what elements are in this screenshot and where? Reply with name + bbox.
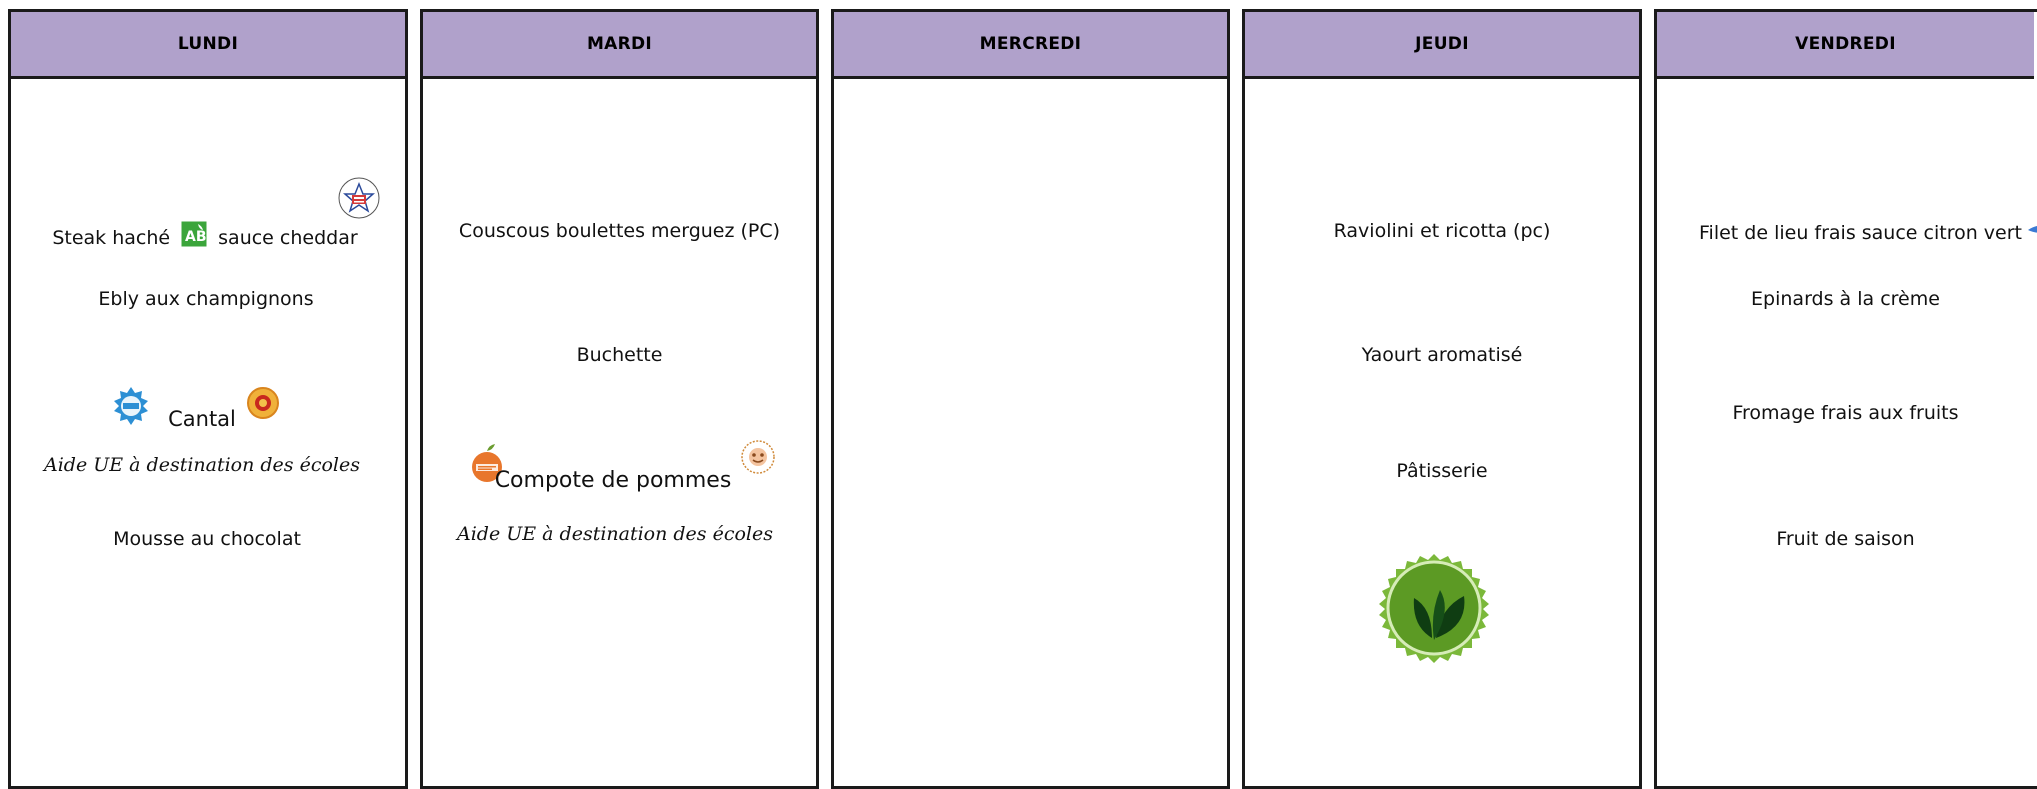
menu-item-main-part1: Steak haché (52, 227, 171, 249)
menu-item-main (5, 220, 405, 253)
day-header-mercredi: MERCREDI (834, 12, 1227, 79)
menu-item-cheese: Buchette (576, 344, 663, 366)
day-column-vendredi (1654, 9, 2037, 789)
day-column-mardi (420, 9, 819, 789)
day-header-mardi: MARDI (423, 12, 816, 79)
day-column-mercredi (831, 9, 1230, 789)
vegetarian-leaf-icon (1372, 552, 1496, 668)
menu-item-dessert: Fruit de saison (1776, 528, 1915, 550)
aop-icon (246, 386, 280, 424)
menu-item-dairy: Yaourt aromatisé (1361, 344, 1523, 366)
menu-item-main: Couscous boulettes merguez (PC) (458, 220, 781, 242)
label-rouge-icon (337, 176, 381, 224)
menu-item-eu-aid: Aide UE à destination des écoles (457, 523, 773, 545)
menu-item-main (1699, 220, 2037, 244)
menu-item-main-part2: sauce cheddar (218, 227, 358, 249)
menu-item-fruit: Compote de pommes (494, 468, 732, 493)
day-header-vendredi: VENDREDI (1657, 12, 2034, 79)
day-header-jeudi: JEUDI (1245, 12, 1639, 79)
day-column-lundi (8, 9, 408, 789)
peche-durable-icon (2028, 220, 2037, 242)
day-column-jeudi (1242, 9, 1642, 789)
menu-item-side: Epinards à la crème (1751, 288, 1940, 310)
pomme-icon (740, 439, 776, 479)
menu-item-dessert: Mousse au chocolat (113, 528, 301, 550)
menu-item-main: Raviolini et ricotta (pc) (1333, 220, 1551, 242)
menu-item-side: Ebly aux champignons (98, 288, 314, 310)
menu-item-eu-aid: Aide UE à destination des écoles (44, 454, 360, 476)
bio-ab-icon (180, 220, 208, 253)
menu-item-dessert: Pâtisserie (1396, 460, 1488, 482)
day-header-lundi: LUNDI (11, 12, 405, 79)
menu-item-cheese: Cantal (168, 407, 236, 431)
menu-item-main-text: Filet de lieu frais sauce citron vert (1699, 222, 2022, 244)
menu-item-dairy: Fromage frais aux fruits (1732, 402, 1959, 424)
svg-text:AB: AB (185, 229, 207, 245)
